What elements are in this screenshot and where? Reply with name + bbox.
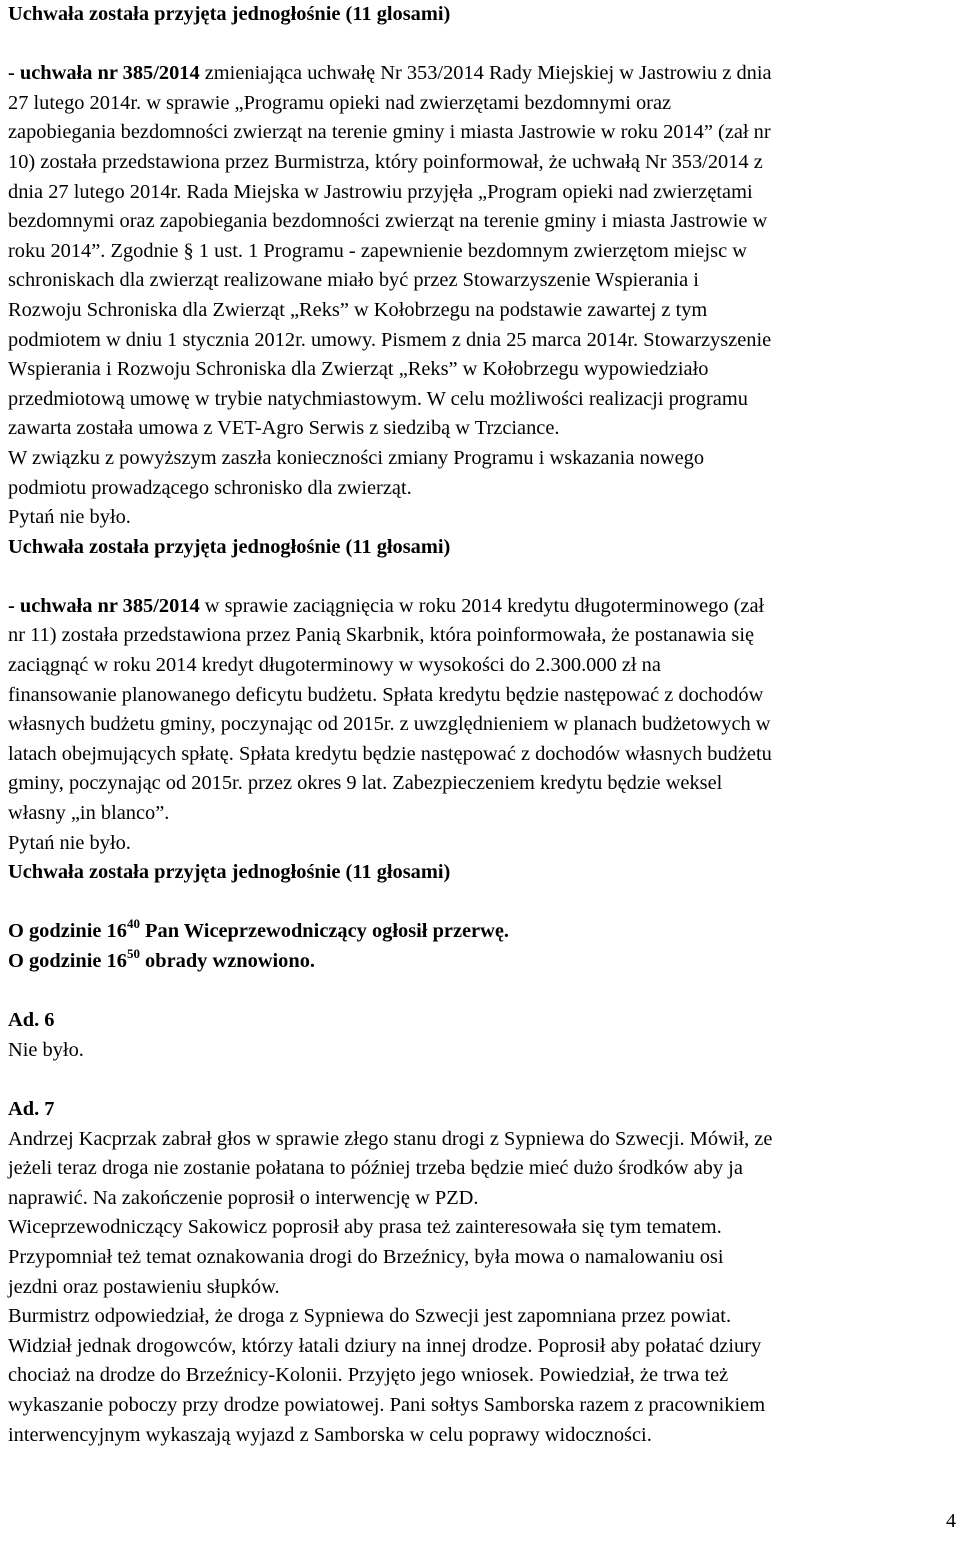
paragraph-line: własny „in blanco”. bbox=[8, 802, 170, 825]
no-questions-note: Pytań nie było. bbox=[8, 506, 131, 529]
resolution-lead-line bbox=[8, 592, 938, 622]
paragraph-line: jeżeli teraz droga nie zostanie połatana to później trzeba będzie mieć dużo środków aby ja bbox=[8, 1157, 743, 1180]
resolution-adopted-heading: Uchwała została przyjęta jednogłośnie (11 głosami) bbox=[8, 861, 451, 884]
paragraph-line: Wspierania i Rozwoju Schroniska dla Zwierząt „Reks” w Kołobrzegu wypowiedziało bbox=[8, 358, 709, 381]
paragraph-line: interwencyjnym wykaszają wyjazd z Samborska w celu poprawy widoczności. bbox=[8, 1423, 652, 1446]
resolution-lead-line bbox=[8, 59, 938, 89]
paragraph-line: roku 2014”. Zgodnie § 1 ust. 1 Programu - zapewnienie bezdomnym zwierzętom miejsc w bbox=[8, 239, 747, 262]
resolution-title: w sprawie zaciągnięcia w roku 2014 kredytu długoterminowego (zał bbox=[199, 594, 765, 617]
paragraph-line: zawarta została umowa z VET-Agro Serwis z siedzibą w Trzciance. bbox=[8, 417, 560, 440]
paragraph-line: własnych budżetu gminy, poczynając od 2015r. z uwzględnieniem w planach budżetowych w bbox=[8, 713, 771, 736]
paragraph-line: Rozwoju Schroniska dla Zwierząt „Reks” w Kołobrzegu na podstawie zawartej z tym bbox=[8, 298, 708, 321]
spacer bbox=[8, 562, 938, 592]
page-number: 4 bbox=[946, 1510, 956, 1533]
paragraph-line: nr 11) została przedstawiona przez Panią Skarbnik, która poinformowała, że postanawia się bbox=[8, 624, 755, 647]
break-time-hour: O godzinie 16 bbox=[8, 920, 127, 943]
paragraph-line: Wiceprzewodniczący Sakowicz poprosił aby prasa też zainteresowała się tym tematem. bbox=[8, 1216, 722, 1239]
paragraph-line: chociaż na drodze do Brzeźnicy-Kolonii. Przyjęto jego wniosek. Powiedział, że trwa też bbox=[8, 1364, 729, 1387]
paragraph-line: schroniskach dla zwierząt realizowane miało być przez Stowarzyszenie Wspierania i bbox=[8, 269, 699, 292]
resolution-number: - uchwała nr 385/2014 bbox=[8, 594, 200, 617]
agenda-item-6-text: Nie było. bbox=[8, 1038, 84, 1061]
resume-announcement bbox=[8, 947, 938, 977]
resolution-adopted-heading: Uchwała została przyjęta jednogłośnie (11 głosami) bbox=[8, 535, 451, 558]
paragraph-line: przedmiotową umowę w trybie natychmiastowym. W celu możliwości realizacji programu bbox=[8, 387, 748, 410]
paragraph-line: gminy, poczynając od 2015r. przez okres 9 lat. Zabezpieczeniem kredytu będzie weksel bbox=[8, 772, 723, 795]
paragraph-line: jezdni oraz postawieniu słupków. bbox=[8, 1275, 280, 1298]
spacer bbox=[8, 977, 938, 1007]
spacer bbox=[8, 888, 938, 918]
resolution-385-amendment bbox=[8, 59, 938, 562]
paragraph-line: podmiotu prowadzącego schronisko dla zwierząt. bbox=[8, 476, 412, 499]
paragraph-line: latach obejmujących spłatę. Spłata kredytu będzie następować z dochodów własnych budżetu bbox=[8, 742, 772, 765]
no-questions-note: Pytań nie było. bbox=[8, 831, 131, 854]
paragraph-line: W związku z powyższym zaszła konieczności zmiany Programu i wskazania nowego bbox=[8, 446, 705, 469]
paragraph-line: zaciągnąć w roku 2014 kredyt długoterminowy w wysokości do 2.300.000 zł na bbox=[8, 654, 661, 677]
agenda-item-7-body bbox=[8, 1125, 938, 1451]
paragraph-line: dnia 27 lutego 2014r. Rada Miejska w Jastrowiu przyjęła „Program opieki nad zwierzętami bbox=[8, 180, 753, 203]
agenda-item-6-heading: Ad. 6 bbox=[8, 1009, 55, 1032]
paragraph-line: Andrzej Kacprzak zabrał głos w sprawie złego stanu drogi z Sypniewa do Szwecji. Mówił, ze bbox=[8, 1127, 773, 1150]
paragraph-line: bezdomnymi oraz zapobiegania bezdomności zwierząt na terenie gminy i miasta Jastrowie w bbox=[8, 210, 768, 233]
paragraph-line: Widział jednak drogowców, którzy łatali dziury na innej drodze. Poprosił aby połatać dziury bbox=[8, 1334, 762, 1357]
break-text: Pan Wiceprzewodniczący ogłosił przerwę. bbox=[139, 920, 509, 943]
spacer bbox=[8, 1065, 938, 1095]
resume-time-hour: O godzinie 16 bbox=[8, 950, 127, 972]
paragraph-line: Burmistrz odpowiedział, że droga z Sypniewa do Szwecji jest zapomniana przez powiat. bbox=[8, 1305, 732, 1328]
break-time-minutes: 40 bbox=[126, 916, 140, 932]
resolution-number: - uchwała nr 385/2014 bbox=[8, 62, 200, 85]
resume-text: obrady wznowiono. bbox=[139, 950, 315, 972]
paragraph-line: wykaszanie poboczy przy drodze powiatowej. Pani sołtys Samborska razem z pracownikiem bbox=[8, 1393, 766, 1416]
paragraph-line: Przypomniał też temat oznakowania drogi do Brzeźnicy, była mowa o namalowaniu osi bbox=[8, 1245, 724, 1268]
resolution-adopted-heading: Uchwała została przyjęta jednogłośnie (11 glosami) bbox=[8, 3, 451, 25]
paragraph-line: zapobiegania bezdomności zwierząt na terenie gminy i miasta Jastrowie w roku 2014” (zał nr bbox=[8, 121, 771, 144]
paragraph-line: finansowanie planowanego deficytu budżetu. Spłata kredytu będzie następować z dochodów bbox=[8, 683, 764, 706]
resume-time-minutes: 50 bbox=[126, 946, 140, 961]
break-announcement bbox=[8, 917, 938, 947]
resolution-title: zmieniająca uchwałę Nr 353/2014 Rady Miejskiej w Jastrowiu z dnia bbox=[199, 62, 772, 85]
paragraph-line: 10) została przedstawiona przez Burmistrza, który poinformował, że uchwałą Nr 353/2014 z bbox=[8, 150, 763, 173]
spacer bbox=[8, 30, 938, 60]
resolution-385-credit bbox=[8, 592, 938, 888]
agenda-item-7-heading: Ad. 7 bbox=[8, 1097, 55, 1120]
paragraph-line: 27 lutego 2014r. w sprawie „Programu opieki nad zwierzętami bezdomnymi oraz bbox=[8, 91, 672, 114]
paragraph-line: podmiotem w dniu 1 stycznia 2012r. umowy. Pismem z dnia 25 marca 2014r. Stowarzyszenie bbox=[8, 328, 772, 351]
paragraph-line: naprawić. Na zakończenie poprosił o interwencję w PZD. bbox=[8, 1186, 479, 1209]
